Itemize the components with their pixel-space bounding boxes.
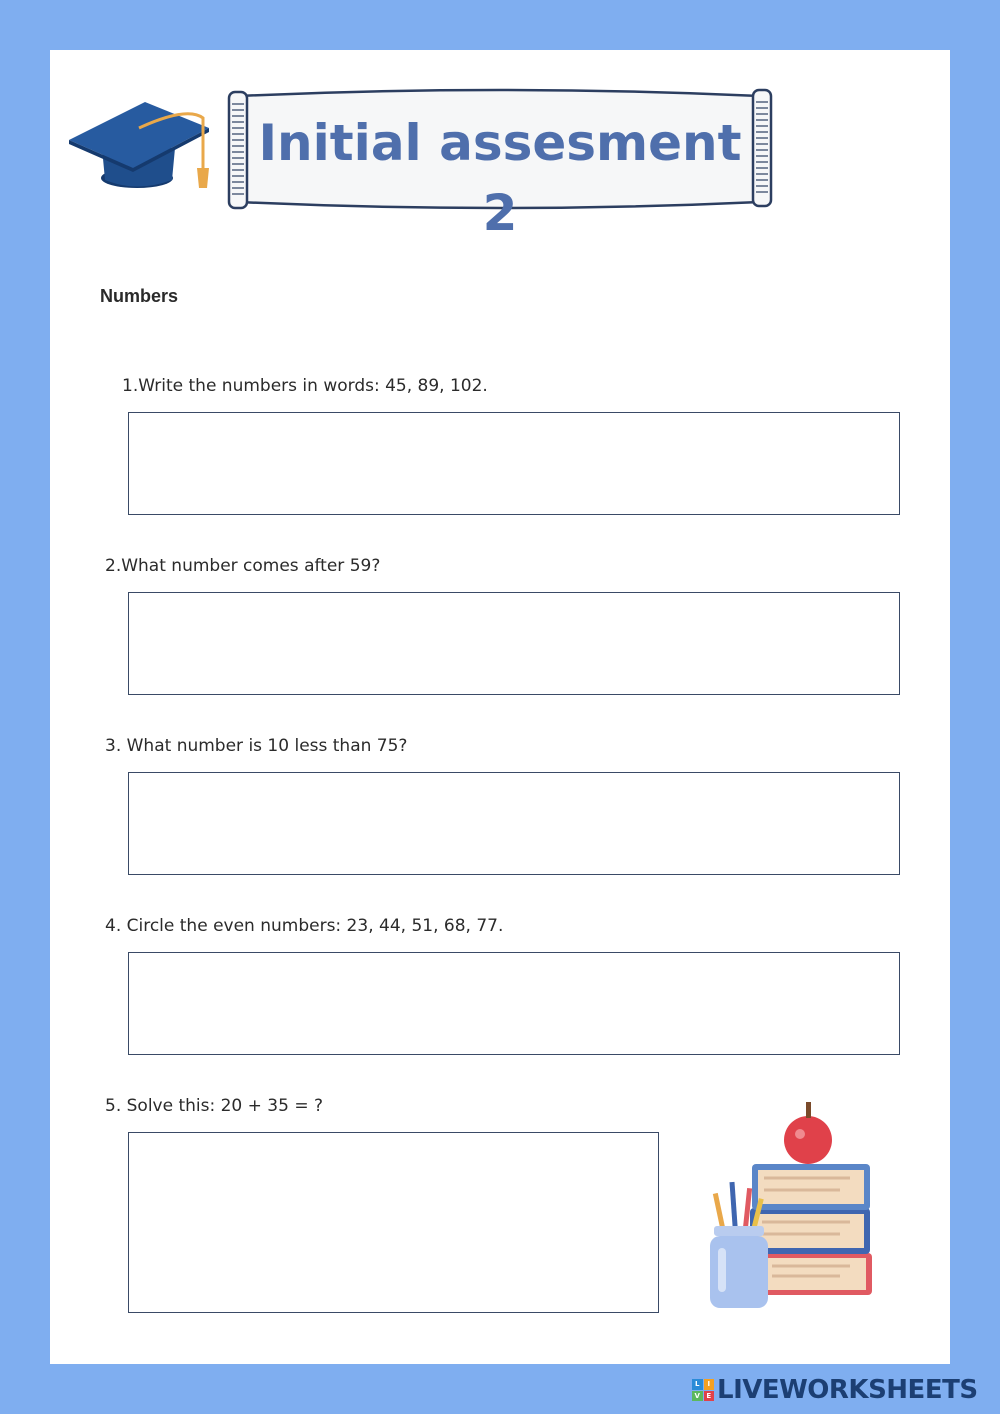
brand-name: LIVEWORKSHEETS (717, 1375, 978, 1405)
worksheet-title: Initial assesment 2 (258, 114, 742, 242)
section-heading: Numbers (100, 286, 179, 306)
answer-box-5[interactable] (128, 1132, 659, 1313)
question-3-text: 3. What number is 10 less than 75? (105, 736, 408, 756)
liveworksheets-logo (692, 1376, 978, 1404)
answer-box-3[interactable] (128, 772, 900, 875)
answer-box-1[interactable] (128, 412, 900, 515)
question-2-text: 2.What number comes after 59? (105, 556, 381, 576)
answer-box-2[interactable] (128, 592, 900, 695)
worksheet-page (50, 50, 950, 1364)
question-1-text: 1.Write the numbers in words: 45, 89, 102. (122, 376, 488, 396)
books-apple-icon (710, 1098, 880, 1313)
question-5-text: 5. Solve this: 20 + 35 = ? (105, 1096, 324, 1116)
question-4-text: 4. Circle the even numbers: 23, 44, 51, 68, 77. (105, 916, 504, 936)
graduation-cap-icon (67, 98, 217, 193)
answer-box-4[interactable] (128, 952, 900, 1055)
logo-tiles-icon: L I V E (692, 1379, 714, 1401)
